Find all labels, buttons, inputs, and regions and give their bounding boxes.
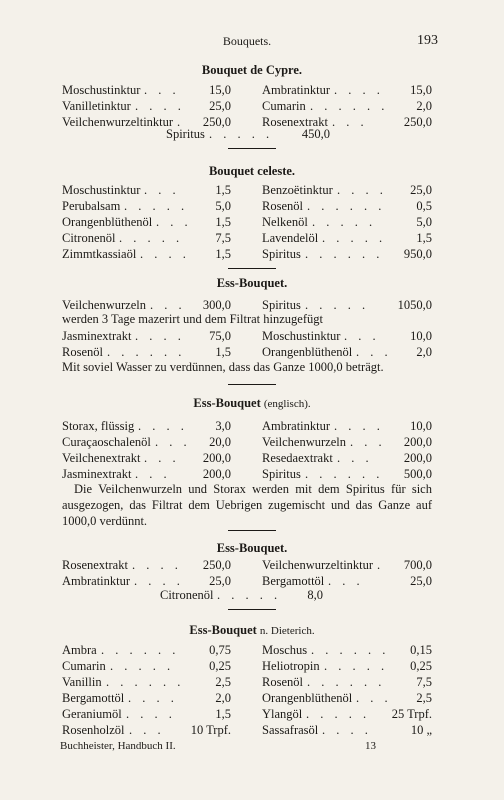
leader-dots: . . . . . . xyxy=(305,247,384,261)
leader-dots: . . . xyxy=(332,115,368,129)
ingredient-amount: 250,0 xyxy=(403,115,432,129)
ingredient-name: Spiritus xyxy=(166,127,205,141)
ingredient-name: Spiritus xyxy=(262,247,301,261)
leader-dots: . . . . . . xyxy=(311,643,390,657)
leader-dots: . . . . xyxy=(337,183,387,197)
ingredient-amount: 25,0 xyxy=(410,574,432,588)
leader-dots: . . . xyxy=(350,435,386,449)
ingredient-name: Rosenextrakt xyxy=(62,558,128,572)
ingredient-name: Orangenblüthenöl xyxy=(262,345,353,359)
running-title: Bouquets. xyxy=(222,34,272,48)
ingredient-row xyxy=(0,126,504,142)
leader-dots: . . . . . xyxy=(322,231,387,245)
ingredient-name: Cumarin xyxy=(262,99,306,113)
ingredient-amount: 700,0 xyxy=(403,558,432,572)
ingredient-amount: 25,0 xyxy=(410,183,432,197)
ingredient-name: Nelkenöl xyxy=(262,215,308,229)
ingredient-amount: 10 Trpf. xyxy=(190,723,231,737)
ingredient-amount: 10,0 xyxy=(410,329,432,343)
ingredient-row xyxy=(0,557,504,573)
leader-dots: . . . . . xyxy=(312,215,377,229)
recipe-title-note: n. Dieterich. xyxy=(259,625,315,637)
ingredient-name: Jasminextrakt xyxy=(62,467,132,481)
ingredient-name: Veilchenwurzeln xyxy=(262,435,346,449)
ingredient-name: Moschustinktur xyxy=(262,329,341,343)
ingredient-row xyxy=(0,214,504,230)
ingredient-amount: 5,0 xyxy=(416,215,432,229)
ingredient-amount: 75,0 xyxy=(209,329,231,343)
ingredient-amount: 1,5 xyxy=(215,247,231,261)
recipe-title xyxy=(0,623,504,638)
ingredient-name: Moschustinktur xyxy=(62,183,141,197)
ingredient-name: Spiritus xyxy=(262,467,301,481)
ingredient-amount: 10,0 xyxy=(410,419,432,433)
leader-dots: . . . . . . xyxy=(106,675,185,689)
ingredient-name: Zimmtkassiaöl xyxy=(62,247,137,261)
recipe-title-text: Bouquet de Cypre. xyxy=(201,63,303,77)
ingredient-name: Spiritus xyxy=(262,298,301,312)
ingredient-amount: 5,0 xyxy=(215,199,231,213)
leader-dots: . . . . xyxy=(134,574,184,588)
ingredient-name: Geraniumöl xyxy=(62,707,122,721)
ingredient-name: Ambratinktur xyxy=(62,574,131,588)
page-footer xyxy=(60,740,444,752)
recipe-title xyxy=(0,63,504,78)
leader-dots: . . . xyxy=(155,435,191,449)
sheet-signature: 13 xyxy=(365,740,376,752)
ingredient-row xyxy=(0,98,504,114)
ingredient-name: Vanillin xyxy=(62,675,102,689)
ingredient-name: Moschustinktur xyxy=(62,83,141,97)
leader-dots: . . . . xyxy=(334,419,384,433)
ingredient-name: Jasminextrakt xyxy=(62,329,132,343)
ingredient-amount: 1,5 xyxy=(215,183,231,197)
leader-dots: . . . xyxy=(144,183,180,197)
leader-dots: . . . . xyxy=(135,329,185,343)
ingredient-amount: 300,0 xyxy=(202,298,231,312)
ingredient-name: Veilchenextrakt xyxy=(62,451,141,465)
leader-dots: . xyxy=(177,115,185,129)
recipe-title xyxy=(0,541,504,556)
leader-dots: . xyxy=(377,558,385,572)
ingredient-name: Veilchenwurzeltinktur xyxy=(62,115,174,129)
leader-dots: . . . xyxy=(144,83,180,97)
ingredient-row xyxy=(0,246,504,262)
ingredient-name: Cumarin xyxy=(62,659,106,673)
ingredient-row xyxy=(0,328,504,344)
ingredient-amount: 1,5 xyxy=(416,231,432,245)
instruction-text: Die Veilchenwurzeln und Storax werden mit dem Spiritus für sich ausgezogen, das Filtrat dem Uebrigen zugemischt und das Ganze auf 1000,0 verdünnt. xyxy=(62,482,432,528)
ingredient-amount: 3,0 xyxy=(215,419,231,433)
ingredient-amount: 0,25 xyxy=(209,659,231,673)
ingredient-amount: 2,5 xyxy=(416,691,432,705)
leader-dots: . . . xyxy=(144,451,180,465)
ingredient-row xyxy=(0,230,504,246)
leader-dots: . . . xyxy=(150,298,186,312)
ingredient-name: Vanilletinktur xyxy=(62,99,131,113)
ingredient-amount: 200,0 xyxy=(403,435,432,449)
leader-dots: . . . . . . xyxy=(310,99,389,113)
leader-dots: . . . xyxy=(356,691,392,705)
ingredient-amount: 500,0 xyxy=(403,467,432,481)
ingredient-row xyxy=(0,466,504,482)
leader-dots: . . . . . . xyxy=(307,199,386,213)
leader-dots: . . . xyxy=(344,329,380,343)
leader-dots: . . . . . . xyxy=(101,643,180,657)
leader-dots: . . . xyxy=(328,574,364,588)
ingredient-name: Benzoëtinktur xyxy=(262,183,333,197)
recipe-title xyxy=(0,276,504,291)
recipe-title-note: (englisch). xyxy=(263,398,311,410)
section-divider xyxy=(228,609,276,610)
leader-dots: . . . . . xyxy=(124,199,189,213)
ingredient-row xyxy=(0,450,504,466)
section-divider xyxy=(228,268,276,269)
ingredient-row xyxy=(0,658,504,674)
leader-dots: . . . xyxy=(135,467,171,481)
ingredient-amount: 2,5 xyxy=(215,675,231,689)
leader-dots: . . . . xyxy=(128,691,178,705)
ingredient-name: Heliotropin xyxy=(262,659,320,673)
page-number: 193 xyxy=(417,33,438,48)
ingredient-name: Rosenholzöl xyxy=(62,723,125,737)
ingredient-amount: 15,0 xyxy=(209,83,231,97)
recipe-title-text: Ess-Bouquet xyxy=(189,623,257,637)
instruction-text: werden 3 Tage mazerirt und dem Filtrat hinzugefügt xyxy=(62,312,323,326)
recipe-title-text: Ess-Bouquet xyxy=(193,396,261,410)
recipe-title xyxy=(0,396,504,411)
ingredient-amount: 450,0 xyxy=(301,127,330,141)
ingredient-amount: 200,0 xyxy=(202,467,231,481)
ingredient-name: Ambratinktur xyxy=(262,419,331,433)
ingredient-amount: 7,5 xyxy=(215,231,231,245)
ingredient-amount: 0,75 xyxy=(209,643,231,657)
recipe-title-text: Ess-Bouquet. xyxy=(216,541,288,555)
ingredient-name: Rosenöl xyxy=(62,345,103,359)
leader-dots: . . . . . xyxy=(110,659,175,673)
ingredient-amount: 25,0 xyxy=(209,574,231,588)
ingredient-amount: 15,0 xyxy=(410,83,432,97)
leader-dots: . . . . xyxy=(138,419,188,433)
ingredient-name: Orangenblüthenöl xyxy=(262,691,353,705)
ingredient-name: Rosenöl xyxy=(262,199,303,213)
recipe-title-text: Ess-Bouquet. xyxy=(216,276,288,290)
ingredient-amount: 200,0 xyxy=(403,451,432,465)
ingredient-amount: 1,5 xyxy=(215,345,231,359)
ingredient-amount: 200,0 xyxy=(202,451,231,465)
leader-dots: . . . xyxy=(356,345,392,359)
ingredient-name: Rosenextrakt xyxy=(262,115,328,129)
ingredient-name: Perubalsam xyxy=(62,199,121,213)
leader-dots: . . . xyxy=(156,215,192,229)
section-divider xyxy=(228,530,276,531)
ingredient-amount: 250,0 xyxy=(202,115,231,129)
ingredient-amount: 20,0 xyxy=(209,435,231,449)
ingredient-name: Ylangöl xyxy=(262,707,303,721)
ingredient-amount: 2,0 xyxy=(416,99,432,113)
leader-dots: . . . xyxy=(129,723,165,737)
section-divider xyxy=(228,384,276,385)
ingredient-row xyxy=(0,297,504,313)
ingredient-amount: 1050,0 xyxy=(397,298,432,312)
ingredient-row xyxy=(0,82,504,98)
ingredient-amount: 10 „ xyxy=(410,723,432,737)
ingredient-row xyxy=(0,690,504,706)
ingredient-name: Sassafrasöl xyxy=(262,723,319,737)
leader-dots: . . . . . xyxy=(217,588,282,602)
ingredient-amount: 25 Trpf. xyxy=(391,707,432,721)
ingredient-amount: 2,0 xyxy=(416,345,432,359)
leader-dots: . . . . . . xyxy=(305,467,384,481)
leader-dots: . . . . xyxy=(322,723,372,737)
ingredient-row xyxy=(0,198,504,214)
ingredient-amount: 0,15 xyxy=(410,643,432,657)
leader-dots: . . . . . xyxy=(305,298,370,312)
ingredient-amount: 8,0 xyxy=(307,588,323,602)
ingredient-name: Citronenöl xyxy=(62,231,116,245)
ingredient-amount: 950,0 xyxy=(403,247,432,261)
ingredient-row xyxy=(0,182,504,198)
ingredient-amount: 1,5 xyxy=(215,215,231,229)
ingredient-amount: 0,25 xyxy=(410,659,432,673)
ingredient-row xyxy=(0,722,504,738)
ingredient-amount: 0,5 xyxy=(416,199,432,213)
ingredient-name: Storax, flüssig xyxy=(62,419,135,433)
ingredient-name: Moschus xyxy=(262,643,308,657)
leader-dots: . . . . xyxy=(135,99,185,113)
leader-dots: . . . . xyxy=(140,247,190,261)
recipe-title-text: Bouquet celeste. xyxy=(208,164,296,178)
footer-source: Buchheister, Handbuch II. xyxy=(60,740,176,752)
ingredient-name: Resedaextrakt xyxy=(262,451,333,465)
leader-dots: . . . . . xyxy=(306,707,371,721)
leader-dots: . . . . . . xyxy=(307,675,386,689)
ingredient-row xyxy=(0,434,504,450)
ingredient-name: Veilchenwurzeltinktur xyxy=(262,558,374,572)
instruction-text: Mit soviel Wasser zu verdünnen, dass das Ganze 1000,0 beträgt. xyxy=(62,360,384,374)
leader-dots: . . . . xyxy=(126,707,176,721)
ingredient-name: Rosenöl xyxy=(262,675,303,689)
leader-dots: . . . . . xyxy=(119,231,184,245)
leader-dots: . . . . xyxy=(132,558,182,572)
section-divider xyxy=(228,148,276,149)
ingredient-name: Lavendelöl xyxy=(262,231,319,245)
leader-dots: . . . . . . xyxy=(107,345,186,359)
ingredient-name: Curaçaoschalenöl xyxy=(62,435,151,449)
ingredient-row xyxy=(0,587,504,603)
ingredient-name: Citronenöl xyxy=(160,588,214,602)
ingredient-row xyxy=(0,706,504,722)
ingredient-name: Ambra xyxy=(62,643,97,657)
ingredient-name: Ambratinktur xyxy=(262,83,331,97)
ingredient-name: Bergamottöl xyxy=(262,574,325,588)
page-header xyxy=(60,33,438,50)
ingredient-name: Bergamottöl xyxy=(62,691,125,705)
recipe-title xyxy=(0,164,504,179)
ingredient-row xyxy=(0,674,504,690)
ingredient-row xyxy=(0,344,504,360)
ingredient-row xyxy=(0,642,504,658)
leader-dots: . . . . . xyxy=(209,127,274,141)
ingredient-amount: 7,5 xyxy=(416,675,432,689)
leader-dots: . . . . . xyxy=(324,659,389,673)
ingredient-name: Orangenblüthenöl xyxy=(62,215,153,229)
leader-dots: . . . xyxy=(337,451,373,465)
ingredient-amount: 1,5 xyxy=(215,707,231,721)
ingredient-row xyxy=(0,418,504,434)
ingredient-amount: 25,0 xyxy=(209,99,231,113)
ingredient-amount: 2,0 xyxy=(215,691,231,705)
ingredient-amount: 250,0 xyxy=(202,558,231,572)
ingredient-name: Veilchenwurzeln xyxy=(62,298,146,312)
leader-dots: . . . . xyxy=(334,83,384,97)
